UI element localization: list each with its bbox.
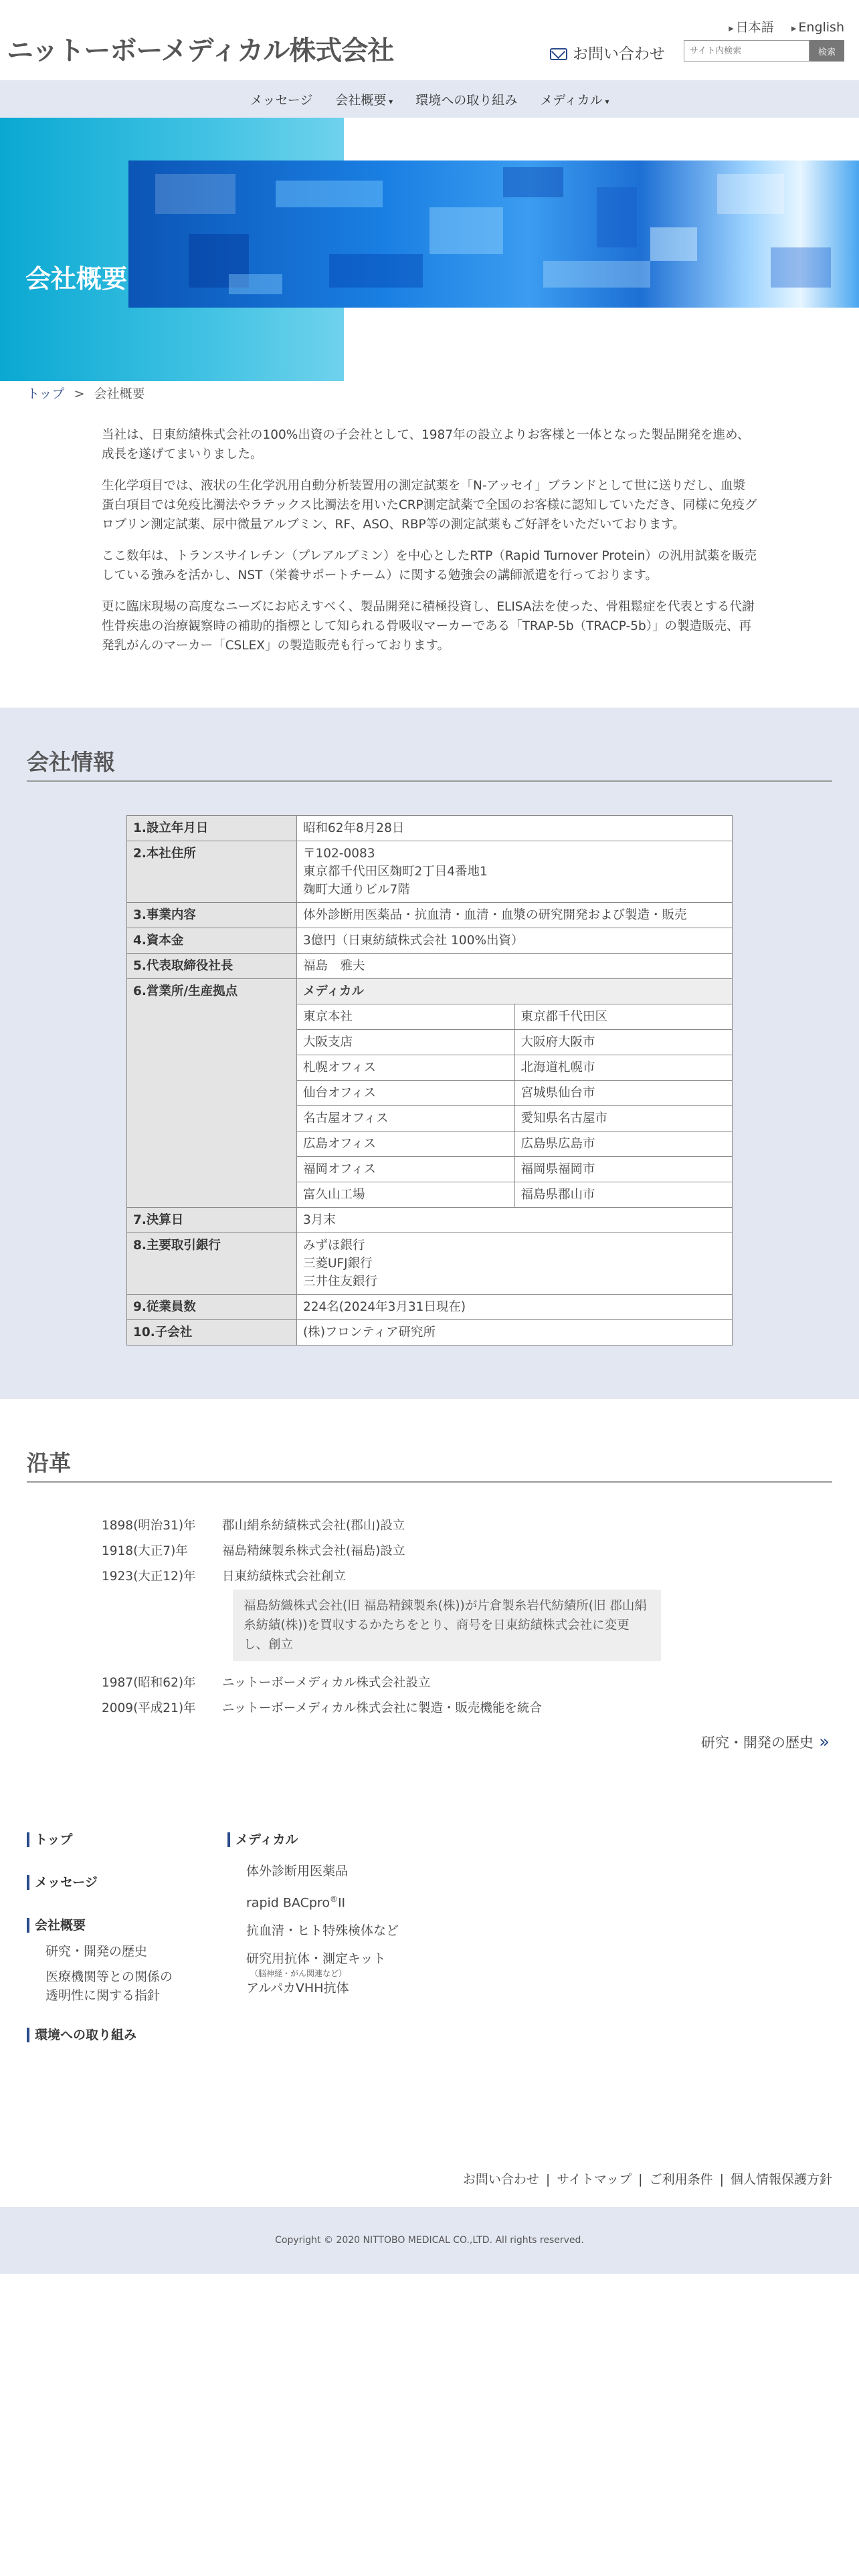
address-line: 麹町大通りビル7階 (303, 883, 410, 897)
util-link-terms[interactable]: ご利用条件 (649, 2172, 713, 2187)
office-location: 広島県広島市 (514, 1132, 732, 1157)
util-link-sitemap[interactable]: サイトマップ (557, 2172, 632, 2187)
offices-table (297, 979, 732, 1207)
history-event: ニットーボーメディカル株式会社設立 (222, 1676, 431, 1690)
office-link-tokyo[interactable]: 東京本社 (297, 1004, 514, 1030)
rd-history-link[interactable]: 研究・開発の歴史 » (27, 1732, 832, 1752)
office-name: 仙台オフィス (297, 1081, 514, 1106)
row-value: (株)フロンティア研究所 (297, 1320, 733, 1346)
nav-medical[interactable]: メディカル ▾ (540, 90, 609, 108)
footer-link-ivd[interactable]: 体外診断用医薬品 (246, 1864, 349, 1879)
office-name: 広島オフィス (297, 1132, 514, 1157)
company-logo[interactable]: ニットーボーメディカル株式会社 (7, 35, 394, 66)
mail-icon (550, 48, 567, 60)
company-info-heading: 会社情報 (27, 745, 832, 782)
office-row (297, 1081, 732, 1106)
row-key: 1.設立年月日 (127, 816, 297, 841)
history-heading: 沿革 (27, 1446, 832, 1483)
footer-link-top[interactable]: トップ (27, 1832, 173, 1847)
bank-name: 三井住友銀行 (303, 1275, 378, 1289)
row-key: 7.決算日 (127, 1208, 297, 1233)
office-row (297, 1157, 732, 1182)
row-value: 224名(2024年3月31日現在) (297, 1295, 733, 1320)
intro-paragraph: 当社は、日東紡績株式会社の100%出資の子会社として、1987年の設立よりお客様と一体となった製品開発を進め、成長を遂げてまいりました。 (102, 428, 750, 461)
row-value: 3月末 (297, 1208, 733, 1233)
history-year: 1987(昭和62)年 (102, 1676, 196, 1690)
lang-en-link[interactable]: ▸ English (791, 20, 844, 35)
row-value (297, 1233, 733, 1295)
util-link-privacy[interactable]: 個人情報保護方針 (730, 2172, 832, 2187)
footer-link-bacpro[interactable] (246, 1890, 399, 1912)
footer-link-antiserum[interactable]: 抗血清・ヒト特殊検体など (246, 1923, 399, 1939)
office-location: 東京都千代田区 (514, 1004, 732, 1030)
office-location: 宮城県仙台市 (514, 1081, 732, 1106)
office-location: 大阪府大阪市 (514, 1030, 732, 1055)
history-year: 1918(大正7)年 (102, 1544, 188, 1558)
history-event: 福島精練製糸株式会社(福島)設立 (222, 1544, 405, 1558)
util-separator: | (719, 2172, 724, 2187)
history-item (102, 1696, 757, 1721)
office-row (297, 1004, 732, 1030)
table-row (127, 1295, 733, 1320)
table-row (127, 1233, 733, 1295)
footer-link-company[interactable]: 会社概要 (27, 1918, 173, 1933)
office-location: 福岡県福岡市 (514, 1157, 732, 1182)
history-item (102, 1539, 757, 1564)
history-year: 1923(大正12)年 (102, 1570, 196, 1584)
row-key: 9.従業員数 (127, 1295, 297, 1320)
util-link-contact[interactable]: お問い合わせ (462, 2172, 539, 2187)
util-separator: | (638, 2172, 643, 2187)
office-location: 愛知県名古屋市 (514, 1106, 732, 1132)
site-search (684, 40, 844, 62)
table-row (127, 816, 733, 841)
row-key: 2.本社住所 (127, 841, 297, 903)
history-item (102, 1564, 757, 1590)
language-switcher (715, 17, 844, 35)
office-row (297, 1132, 732, 1157)
footer-link-rd-history[interactable]: 研究・開発の歴史 (45, 1944, 148, 1959)
page-title: 会社概要 (25, 264, 128, 294)
footer-link-transparency-2[interactable]: 透明性に関する指針 (45, 1988, 161, 2003)
search-button[interactable]: 検索 (809, 40, 844, 62)
office-name: 名古屋オフィス (297, 1106, 514, 1132)
office-location: 北海道札幌市 (514, 1055, 732, 1081)
table-row (127, 954, 733, 979)
bank-name: みずほ銀行 (303, 1239, 365, 1253)
hero-abstract-image (128, 160, 859, 308)
history-section (0, 1399, 859, 1779)
footer-link-alpaca[interactable]: アルパカVHH抗体 (246, 1981, 349, 1996)
row-value: 昭和62年8月28日 (297, 816, 733, 841)
footer-sitemap (0, 1832, 859, 2207)
bacpro-label: rapid BACpro (246, 1895, 330, 1911)
table-row (127, 903, 733, 928)
footer-link-environment[interactable]: 環境への取り組み (27, 2028, 173, 2042)
breadcrumb-separator: > (74, 387, 85, 401)
nav-environment[interactable]: 環境への取り組み (415, 92, 518, 108)
row-key: 6.営業所/生産拠点 (127, 979, 297, 1208)
footer-col-medical (227, 1832, 399, 1998)
intro-section (102, 408, 757, 708)
row-key: 4.資本金 (127, 928, 297, 954)
office-row (297, 1182, 732, 1208)
contact-link[interactable] (550, 41, 665, 64)
office-row (297, 1055, 732, 1081)
history-year: 2009(平成21)年 (102, 1701, 196, 1715)
history-event: 日東紡績株式会社創立 (222, 1570, 347, 1584)
history-year: 1898(明治31)年 (102, 1519, 196, 1533)
utility-links (463, 2169, 832, 2187)
history-note: 福島紡織株式会社(旧 福島精錬製糸(株))が片倉製糸岩代紡績所(旧 郡山絹糸紡績(株))を買収するかたちをとり、商号を日東紡績株式会社に変更し、創立 (233, 1590, 661, 1661)
history-item (102, 1671, 757, 1696)
row-value: 体外診断用医薬品・抗血清・血清・血漿の研究開発および製造・販売 (297, 903, 733, 928)
copyright: Copyright © 2020 NITTOBO MEDICAL CO.,LTD. All rights reserved. (0, 2207, 859, 2274)
intro-paragraph: 生化学項目では、液状の生化学汎用自動分析装置用の測定試薬を「N-アッセイ」ブランドとして世に送りだし、血漿蛋白項目では免疫比濁法やラテックス比濁法を用いたCRP測定試薬で全国のお客様に認知していただき、同様に免疫グロブリン測定試薬、尿中微量アルブミン、RF、ASO、RBP等の測定試薬もご好評をいただいております。 (102, 479, 757, 532)
row-key: 8.主要取引銀行 (127, 1233, 297, 1295)
footer-link-research-antibody[interactable]: 研究用抗体・測定キット (246, 1951, 386, 1967)
intro-paragraph: ここ数年は、トランスサイレチン（プレアルブミン）を中心としたRTP（Rapid Turnover Protein）の汎用試薬を販売している強みを活かし、NST（栄養サポートチーム）に関する勉強会の講師派遣を行っております。 (102, 549, 757, 582)
table-row (127, 928, 733, 954)
office-name: 福岡オフィス (297, 1157, 514, 1182)
row-value: 福島 雅夫 (297, 954, 733, 979)
page-bottom-space (0, 2274, 859, 2532)
table-row (127, 841, 733, 903)
offices-cell (297, 979, 733, 1208)
nav-message[interactable]: メッセージ (250, 92, 313, 108)
offices-division: メディカル (297, 979, 732, 1004)
address-line: 東京都千代田区麹町2丁目4番地1 (303, 865, 488, 879)
search-input[interactable] (684, 40, 809, 62)
company-info-section (0, 708, 859, 1399)
office-row (297, 1030, 732, 1055)
office-link-osaka[interactable]: 大阪支店 (297, 1030, 514, 1055)
table-row (127, 1208, 733, 1233)
office-location: 福島県郡山市 (514, 1182, 732, 1208)
history-item (102, 1513, 757, 1539)
company-info-table (126, 815, 733, 1346)
history-event: ニットーボーメディカル株式会社に製造・販売機能を統合 (222, 1701, 542, 1715)
row-key: 10.子会社 (127, 1320, 297, 1346)
intro-paragraph: 更に臨床現場の高度なニーズにお応えすべく、製品開発に積極投資し、ELISA法を使った、骨粗鬆症を代表とする代謝性骨疾患の治療観察時の補助的指標として知られる骨吸収マーカーである「TRAP-5b（TRACP-5b）」の製造販売、再発乳がんのマーカー「CSLEX」の製造販売も行っております。 (102, 600, 755, 653)
history-list (102, 1513, 757, 1721)
hero-banner (0, 118, 859, 381)
footer-col-company (27, 1832, 173, 2042)
breadcrumb (0, 381, 859, 408)
bacpro-suffix: II (337, 1895, 346, 1911)
contact-label: お問い合わせ (573, 45, 665, 63)
registered-mark: ® (329, 1895, 338, 1904)
site-header (0, 0, 859, 80)
footer-link-message[interactable]: メッセージ (27, 1875, 173, 1890)
lang-ja-link[interactable]: ▸ 日本語 (729, 20, 774, 35)
row-key: 3.事業内容 (127, 903, 297, 928)
history-event: 郡山絹糸紡績株式会社(郡山)設立 (222, 1519, 405, 1533)
table-row (127, 1320, 733, 1346)
address-line: 〒102-0083 (303, 847, 375, 861)
footer-link-transparency[interactable]: 医療機関等との関係の (45, 1969, 173, 1984)
global-nav (0, 80, 859, 118)
office-row (297, 1106, 732, 1132)
nav-company[interactable]: 会社概要 ▾ (335, 90, 393, 108)
office-link-factory[interactable]: 富久山工場 (297, 1182, 514, 1208)
breadcrumb-top-link[interactable]: トップ (27, 387, 65, 401)
footer-note: （脳神経・がん関連など） (250, 1969, 347, 1979)
breadcrumb-current: 会社概要 (94, 387, 145, 401)
util-separator: | (545, 2172, 551, 2187)
footer-link-medical[interactable]: メディカル (227, 1832, 399, 1847)
row-value (297, 841, 733, 903)
row-key: 5.代表取締役社長 (127, 954, 297, 979)
table-row (127, 979, 733, 1208)
row-value: 3億円（日東紡績株式会社 100%出資） (297, 928, 733, 954)
office-name: 札幌オフィス (297, 1055, 514, 1081)
bank-name: 三菱UFJ銀行 (303, 1257, 373, 1271)
